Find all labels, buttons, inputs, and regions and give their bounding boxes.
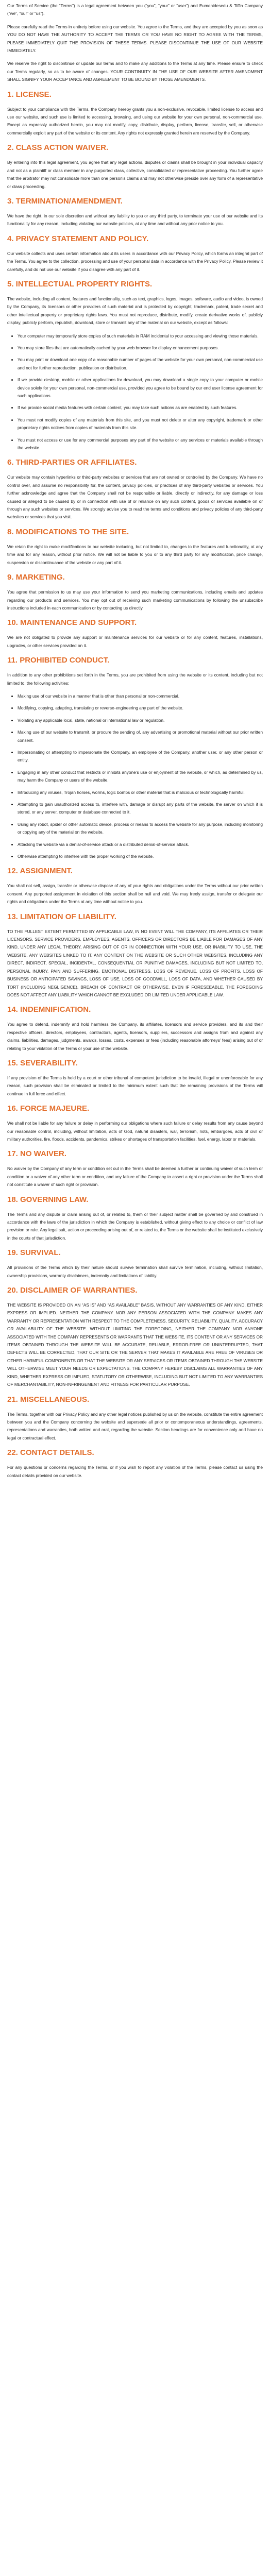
section-heading: 15. SEVERABILITY. [7, 1058, 78, 1067]
section-heading: 6. THIRD-PARTIES OR AFFILIATES. [7, 458, 137, 467]
terms-section [7, 1104, 263, 1143]
section-heading: 20. DISCLAIMER OF WARRANTIES. [7, 1286, 138, 1295]
bullet-list-item: • Otherwise attempting to interfere with the proper working of the website. [18, 853, 263, 860]
terms-section [7, 656, 263, 860]
section-heading: 19. SURVIVAL. [7, 1248, 61, 1258]
section-heading: 14. INDEMNIFICATION. [7, 1005, 91, 1014]
section-paragraph: We are not obligated to provide any support or maintenance services for our website or for any content, features, installations, upgrades, or other services provided on it. [7, 635, 263, 648]
terms-section [7, 1195, 263, 1243]
bullet-list-item: • Impersonating or attempting to impersonate the Company, an employee of the Company, another user, or any other person or entity. [18, 749, 263, 765]
terms-section [7, 1448, 263, 1480]
terms-section [7, 90, 263, 138]
bullet-list-item: • Violating any applicable local, state, national or international law or regulation. [18, 717, 263, 724]
terms-section [7, 280, 263, 452]
section-heading: 22. CONTACT DETAILS. [7, 1448, 94, 1458]
bullet-list-item: • You must not access or use for any commercial purposes any part of the website or any services or materials available through the website. [18, 436, 263, 452]
terms-section [7, 234, 263, 274]
section-heading: 11. PROHIBITED CONDUCT. [7, 656, 110, 665]
section-heading: 17. NO WAIVER. [7, 1149, 67, 1159]
bullet-list-item: • Your computer may temporarily store copies of such materials in RAM incidental to your accessing and viewing those materials. [18, 332, 263, 340]
section-paragraph: THE WEBSITE IS PROVIDED ON AN “AS IS” AND “AS AVAILABLE” BASIS, WITHOUT ANY WARRANTIES OF ANY KIND, EITHER EXPRESS OR IMPLIED. NEITHER THE COMPANY NOR ANY PERSON ASSOCIATED WITH THE COMPANY MAKES ANY WARRANTY OR REPRESENTATION WITH RESPECT TO THE COMPLETENESS, SECURITY, RELIABILITY, QUALITY, ACCURACY OR AVAILABILITY OF THE WEBSITE. WITHOUT LIMITING THE FOREGOING, NEITHER THE COMPANY NOR ANYONE ASSOCIATED WITH THE COMPANY REPRESENTS OR WARRANTS THAT THE WEBSITE, ITS CONTENT OR ANY SERVICES OR ITEMS OBTAINED THROUGH THE WEBSITE WILL BE ACCURATE, RELIABLE, ERROR-FREE OR UNINTERRUPTED, THAT DEFECTS WILL BE CORRECTED, THAT OUR SITE OR THE SERVER THAT MAKES IT AVAILABLE ARE FREE OF VIRUSES OR OTHER HARMFUL COMPONENTS OR THAT THE WEBSITE OR ANY SERVICES OR ITEMS OBTAINED THROUGH THE WEBSITE WILL OTHERWISE MEET YOUR NEEDS OR EXPECTATIONS. THE COMPANY HEREBY DISCLAIMS ALL WARRANTIES OF ANY KIND, WHETHER EXPRESS OR IMPLIED, STATUTORY OR OTHERWISE, INCLUDING BUT NOT LIMITED TO ANY WARRANTIES OF MERCHANTABILITY, NON-INFRINGEMENT AND FITNESS FOR PARTICULAR PURPOSE. [7, 1302, 263, 1387]
bullet-list-item: • Attacking the website via a denial-of-service attack or a distributed denial-of-service attack. [18, 841, 263, 849]
bullet-list-item: • You may store files that are automatically cached by your web browser for display enhancement purposes. [18, 344, 263, 352]
terms-section [7, 618, 263, 650]
terms-section [7, 2, 263, 84]
section-paragraph: The website, including all content, features and functionality, such as text, graphics, logos, images, software, audio and video, is owned by the Company, its licensors or other providers of such material and is protected by copyright, trademark, patent, trade secret and other intellectual property or proprietary rights laws. You must not reproduce, distribute, modify, create derivative works of, publicly display, publicly perform, republish, download, store or transmit any of the material on our website, except as follows: [7, 296, 263, 326]
terms-section [7, 1149, 263, 1189]
section-heading: 4. PRIVACY STATEMENT AND POLICY. [7, 234, 149, 243]
section-paragraph: You shall not sell, assign, transfer or otherwise dispose of any of your rights and obligations under the Terms without our prior written consent. Any purported assignment in violation of this section shall be null and void. We may freely assign, transfer or delegate our rights and obligations under the Terms at any time without notice to you. [7, 883, 263, 905]
bullet-list-item: • Attempting to gain unauthorized access to, interfere with, damage or disrupt any parts of the website, the server on which it is stored, or any server, computer or database connected to it. [18, 801, 263, 817]
bullet-list-item: • Using any robot, spider or other automatic device, process or means to access the website for any purpose, including monitoring or copying any of the material on the website. [18, 821, 263, 837]
section-paragraph: For any questions or concerns regarding the Terms, or if you wish to report any violation of the Terms, please contact us using the contact details provided on our website. [7, 1465, 263, 1478]
section-heading: 18. GOVERNING LAW. [7, 1195, 89, 1204]
terms-section [7, 1059, 263, 1098]
section-paragraph: Our Terms of Service (the “Terms”) is a legal agreement between you (“you”, “your” or “user”) and Eumenidesedu & Tiffin Company (“we”, “our” or “us”). [7, 3, 263, 16]
terms-section [7, 1005, 263, 1053]
section-paragraph: We reserve the right to discontinue or update our terms and to make any additions to the Terms at any time. Please ensure to check our Terms regularly, so as to be aware of changes. YOUR CONTINUITY IN THE USE OF OUR WEBSITE AFTER AMENDMENT SHALL SIGNIFY YOUR ACCEPTANCE AND AGREEMENT TO BE BOUND BY THOSE AMENDMENTS. [7, 61, 263, 82]
section-heading: 8. MODIFICATIONS TO THE SITE. [7, 527, 129, 536]
section-paragraph: Subject to your compliance with the Terms, the Company hereby grants you a non-exclusive, revocable, limited license to access and use our website, and such use is limited to accessing, browsing, and using our website for your own personal, non-commercial use. Except as expressly authorized herein, you may not modify, copy, distribute, display, perform, license, transfer, sell, or otherwise commercially exploit any part of the website or its content. Any rights not expressly granted herein are reserved by the Company. [7, 106, 263, 135]
section-paragraph: All provisions of the Terms which by their nature should survive termination shall survive termination, including, without limitation, ownership provisions, warranty disclaimers, indemnity and limitations of liability. [7, 1265, 263, 1278]
bullet-list-item: • Making use of our website to transmit, or procure the sending of, any advertising or promotional material without our prior written consent. [18, 728, 263, 744]
section-heading: 16. FORCE MAJEURE. [7, 1104, 90, 1113]
section-paragraph: We shall not be liable for any failure or delay in performing our obligations where such failure or delay results from any cause beyond our reasonable control, including, without limitation, acts of God, natural disasters, war, terrorism, riots, embargoes, acts of civil or military authorities, fire, floods, accidents, pandemics, strikes or shortages of transportation facilities, fuel, energy, labor or materials. [7, 1121, 263, 1142]
bullet-list-item: • If we provide social media features with certain content, you may take such actions as are enabled by such features. [18, 404, 263, 412]
terms-section [7, 1286, 263, 1388]
terms-section [7, 912, 263, 999]
bullet-list-item: • Making use of our website in a manner that is other than personal or non-commercial. [18, 692, 263, 700]
section-paragraph: You agree to defend, indemnify and hold harmless the Company, its affiliates, licensors and service providers, and its and their respective officers, directors, employees, contractors, agents, licensors, suppliers, successors and assigns from and against any claims, liabilities, damages, judgments, awards, losses, costs, expenses or fees (including reasonable attorneys’ fees) arising out of or relating to your violation of the Terms or your use of the website. [7, 1022, 263, 1051]
section-heading: 5. INTELLECTUAL PROPERTY RIGHTS. [7, 279, 153, 289]
section-heading: 2. CLASS ACTION WAIVER. [7, 143, 109, 152]
bullet-list-item: • Introducing any viruses, Trojan horses, worms, logic bombs or other material that is malicious or technologically harmful. [18, 789, 263, 796]
bullet-list-item: • You may print or download one copy of a reasonable number of pages of the website for your own personal, non-commercial use and not for further reproduction, publication or distribution. [18, 356, 263, 372]
section-heading: 3. TERMINATION/AMENDMENT. [7, 196, 123, 206]
bullet-list-item: • You must not modify copies of any materials from this site, and you must not delete or alter any copyright, trademark or other proprietary rights notices from copies of materials from this site. [18, 416, 263, 432]
section-paragraph: In addition to any other prohibitions set forth in the Terms, you are prohibited from using the website or its content, including but not limited to, the following activities: [7, 672, 263, 686]
section-paragraph: You agree that permission to us may use your information to send you marketing communications, including emails and updates regarding our products and services. You may opt out of receiving such marketing communications by following the unsubscribe instructions included in each communication or by contacting us directly. [7, 589, 263, 611]
terms-section [7, 458, 263, 521]
terms-section [7, 197, 263, 228]
section-paragraph: TO THE FULLEST EXTENT PERMITTED BY APPLICABLE LAW, IN NO EVENT WILL THE COMPANY, ITS AFFILIATES OR THEIR LICENSORS, SERVICE PROVIDERS, EMPLOYEES, AGENTS, OFFICERS OR DIRECTORS BE LIABLE FOR DAMAGES OF ANY KIND, UNDER ANY LEGAL THEORY, ARISING OUT OF OR IN CONNECTION WITH YOUR USE, OR INABILITY TO USE, THE WEBSITE, ANY WEBSITES LINKED TO IT, ANY CONTENT ON THE WEBSITE OR SUCH OTHER WEBSITES, INCLUDING ANY DIRECT, INDIRECT, SPECIAL, INCIDENTAL, CONSEQUENTIAL OR PUNITIVE DAMAGES, INCLUDING BUT NOT LIMITED TO, PERSONAL INJURY, PAIN AND SUFFERING, EMOTIONAL DISTRESS, LOSS OF REVENUE, LOSS OF PROFITS, LOSS OF BUSINESS OR ANTICIPATED SAVINGS, LOSS OF USE, LOSS OF GOODWILL, LOSS OF DATA, AND WHETHER CAUSED BY TORT (INCLUDING NEGLIGENCE), BREACH OF CONTRACT OR OTHERWISE, EVEN IF FORESEEABLE. THE FOREGOING DOES NOT AFFECT ANY LIABILITY WHICH CANNOT BE EXCLUDED OR LIMITED UNDER APPLICABLE LAW. [7, 928, 263, 997]
section-paragraph: The Terms and any dispute or claim arising out of, or related to, them or their subject matter shall be governed by and construed in accordance with the laws of the jurisdiction in which the Company is established, without giving effect to any choice or conflict of law provision or rule. Any legal suit, action or proceeding arising out of, or related to, the Terms or the website shall be instituted exclusively in the courts of that jurisdiction. [7, 1211, 263, 1241]
section-paragraph: If any provision of the Terms is held by a court or other tribunal of competent jurisdiction to be invalid, illegal or unenforceable for any reason, such provision shall be eliminated or limited to the minimum extent such that the remaining provisions of the Terms will continue in full force and effect. [7, 1075, 263, 1096]
section-paragraph: We have the right, in our sole discretion and without any liability to you or any third party, to terminate your use of our website and its functionality for any reason, including violating our website policies, at any time and without any prior notice to you. [7, 213, 263, 227]
section-paragraph: By entering into this legal agreement, you agree that any legal actions, disputes or claims shall be brought in your individual capacity and not as a plaintiff or class member in any purported class, collective, consolidated or representative proceeding. You further agree that the arbitrator may not consolidate more than one person’s claims and may not otherwise preside over any form of a representative or class proceeding. [7, 160, 263, 189]
section-paragraph: No waiver by the Company of any term or condition set out in the Terms shall be deemed a further or continuing waiver of such term or condition or a waiver of any other term or condition, and any failure of the Company to assert a right or provision under the Terms shall not constitute a waiver of such right or provision. [7, 1166, 263, 1188]
section-paragraph: Please carefully read the Terms in entirety before using our website. You agree to the Terms, and they are accepted by you as soon as YOU DO NOT HAVE THE AUTHORITY TO ACCEPT THE TERMS OR YOU HAVE NO RIGHT TO AGREE WITH THE TERMS, PLEASE IMMEDIATELY QUIT THE PROVISION OF THESE TERMS. PLEASE DISCONTINUE THE USE OF OUR WEBSITE IMMEDIATELY. [7, 24, 263, 54]
bullet-list [7, 692, 263, 861]
bullet-list [7, 332, 263, 452]
terms-section [7, 143, 263, 191]
terms-section [7, 573, 263, 612]
terms-section [7, 1395, 263, 1443]
bullet-list-item: • If we provide desktop, mobile or other applications for download, you may download a single copy to your computer or mobile device solely for your own personal, non-commercial use, provided you agree to be bound by our end user license agreement for such applications. [18, 376, 263, 400]
section-heading: 1. LICENSE. [7, 90, 52, 99]
section-heading: 10. MAINTENANCE AND SUPPORT. [7, 618, 137, 628]
section-heading: 9. MARKETING. [7, 573, 65, 582]
section-paragraph: Our website may contain hyperlinks or third-party websites or services that are not owned or controlled by the Company. We have no control over, and assume no responsibility for, the content, privacy policies, or practices of any third-party websites or services. You further acknowledge and agree that the Company shall not be responsible or liable, directly or indirectly, for any damage or loss caused or alleged to be caused by or in connection with use of or reliance on any such content, goods or services available on or through any such websites or services. We strongly advise you to read the terms and conditions and privacy policies of any third-party websites or services that you visit. [7, 474, 263, 520]
bullet-list-item: • Modifying, copying, adapting, translating or reverse-engineering any part of the website. [18, 704, 263, 712]
section-heading: 13. LIMITATION OF LIABILITY. [7, 912, 116, 921]
section-heading: 12. ASSIGNMENT. [7, 867, 73, 876]
section-paragraph: We retain the right to make modifications to our website including, but not limited to, changes to the features and functionality, at any time and for any reason, without prior notice. We will not be liable to you or to any third party for any modification, price change, suspension or discontinuance of the website or any part of it. [7, 544, 263, 565]
terms-section [7, 867, 263, 906]
terms-section [7, 1248, 263, 1280]
terms-section [7, 528, 263, 567]
section-heading: 21. MISCELLANEOUS. [7, 1395, 90, 1404]
bullet-list-item: • Engaging in any other conduct that restricts or inhibits anyone’s use or enjoyment of the website, or which, as determined by us, may harm the Company or users of the website. [18, 769, 263, 785]
section-paragraph: The Terms, together with our Privacy Policy and any other legal notices published by us on the website, constitute the entire agreement between you and the Company concerning the website and supersede all prior or contemporaneous understandings, agreements, representations and warranties, both written and oral, regarding the website. Section headings are for convenience only and have no legal or contractual effect. [7, 1411, 263, 1440]
section-paragraph: Our website collects and uses certain information about its users in accordance with our Privacy Policy, which forms an integral part of the Terms. You agree to the collection, processing and use of your personal data in accordance with the Privacy Policy. Please review it carefully, and do not use our website if you disagree with any part of it. [7, 250, 263, 272]
